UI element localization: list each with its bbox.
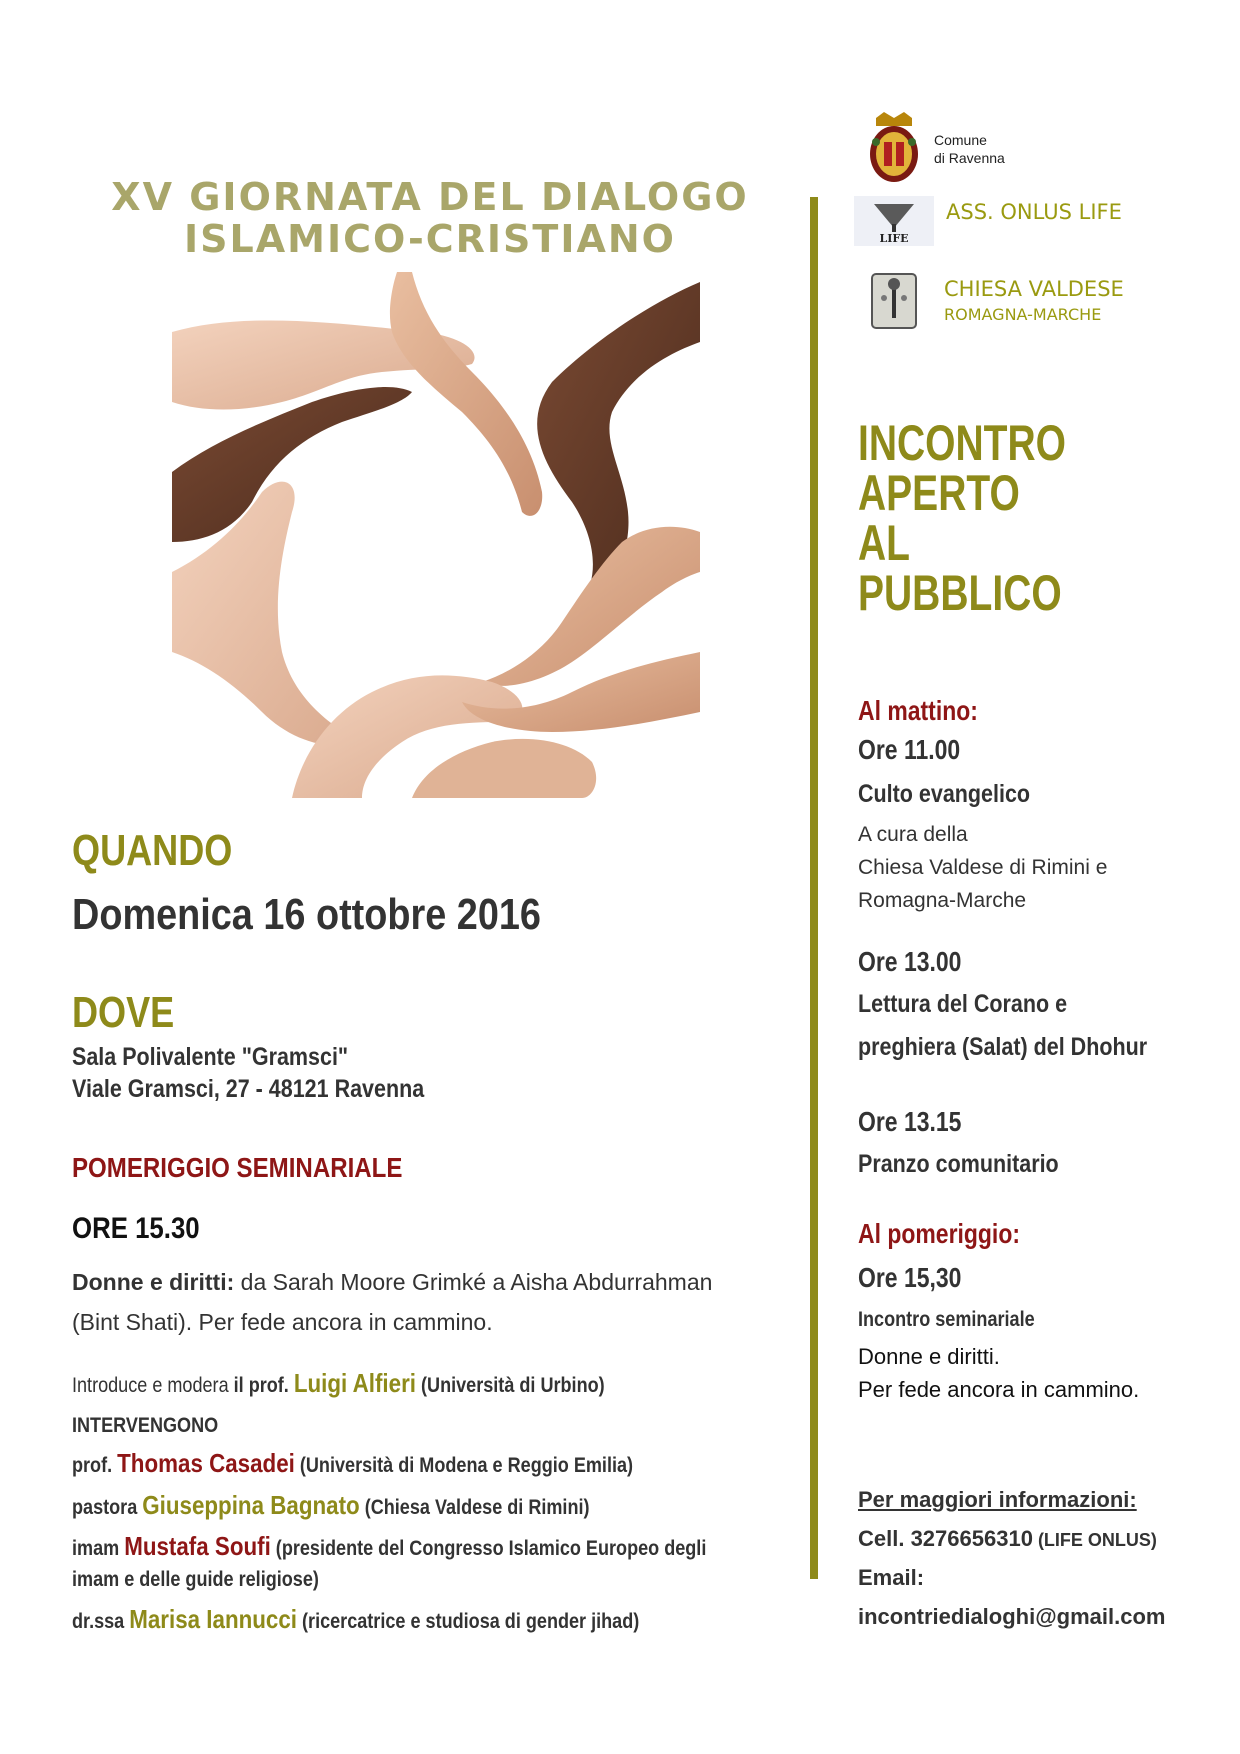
talk-title: [72, 1262, 752, 1342]
heading-line: PUBBLICO: [858, 565, 1062, 621]
chiesa-valdese-name: [944, 276, 1124, 328]
email-address[interactable]: incontriedialoghi@gmail.com: [858, 1604, 1166, 1629]
morning-time-1: Ore 11.00: [858, 734, 961, 765]
note-line: A cura della: [858, 823, 968, 846]
moderator-affiliation: (Università di Urbino): [416, 1374, 605, 1397]
desc-line: Per fede ancora in cammino.: [858, 1377, 1140, 1402]
speaker-affiliation: (Chiesa Valdese di Rimini): [359, 1496, 590, 1519]
desc-line: Donne e diritti.: [858, 1344, 1000, 1369]
venue-name: Sala Polivalente "Gramsci": [72, 1043, 349, 1071]
comune-line1: Comune: [934, 132, 987, 148]
speaker-prefix: pastora: [72, 1496, 143, 1519]
speaker-prefix: imam: [72, 1537, 125, 1560]
speaker-line: [72, 1448, 633, 1479]
life-badge-text: LIFE: [879, 232, 909, 245]
speaker-affiliation: (Università di Modena e Reggio Emilia): [294, 1454, 634, 1477]
afternoon-time: ORE 15.30: [72, 1212, 200, 1245]
speaker-prefix: dr.ssa: [72, 1610, 130, 1633]
moderator-name: Luigi Alfieri: [293, 1368, 416, 1398]
open-to-public-heading: [858, 415, 1066, 621]
morning-event-1-note: [858, 818, 1107, 917]
info-heading: Per maggiori informazioni:: [858, 1487, 1137, 1512]
hands-circle-image: [172, 272, 700, 798]
heading-line: AL: [858, 515, 910, 571]
talk-title-bold: Donne e diritti:: [72, 1269, 235, 1295]
morning-event-1: Culto evangelico: [858, 780, 1031, 808]
speaker-prefix: prof.: [72, 1454, 118, 1477]
life-logo: [854, 196, 934, 246]
moderator-line: [72, 1368, 605, 1399]
speaker-line: [72, 1604, 639, 1635]
morning-event-3: Pranzo comunitario: [858, 1150, 1059, 1178]
life-org-name: ASS. ONLUS LIFE: [946, 200, 1122, 224]
afternoon-description: [858, 1340, 1139, 1406]
talk-title-line2: (Bint Shati). Per fede ancora in cammino.: [72, 1309, 493, 1335]
event-date: Domenica 16 ottobre 2016: [72, 890, 541, 939]
moderator-prefix: Introduce e modera: [72, 1374, 234, 1397]
morning-heading: Al mattino:: [858, 695, 978, 726]
speaker-affiliation: (ricercatrice e studiosa di gender jihad): [297, 1610, 640, 1633]
note-line: Romagna-Marche: [858, 889, 1027, 912]
speaker-name: Mustafa Soufi: [124, 1531, 271, 1561]
afternoon-time-right: Ore 15,30: [858, 1262, 962, 1293]
afternoon-event: Incontro seminariale: [858, 1308, 1035, 1331]
venue-address: Viale Gramsci, 27 - 48121 Ravenna: [72, 1075, 425, 1103]
phone-note: (LIFE ONLUS): [1032, 1530, 1157, 1550]
where-heading: DOVE: [72, 988, 175, 1037]
note-line: Chiesa Valdese di Rimini e: [858, 856, 1108, 879]
talk-title-rest: da Sarah Moore Grimké a Aisha Abdurrahman: [234, 1269, 713, 1295]
event-title-line2: ISLAMICO-CRISTIANO: [184, 217, 676, 261]
afternoon-heading: Al pomeriggio:: [858, 1218, 1020, 1249]
valdese-line2: ROMAGNA-MARCHE: [944, 305, 1102, 324]
speaker-affiliation: (presidente del Congresso Islamico Europeo degli: [270, 1537, 707, 1560]
valdese-line1: CHIESA VALDESE: [944, 277, 1124, 301]
column-divider: [810, 197, 818, 1579]
morning-event-2-line2: preghiera (Salat) del Dhohur: [858, 1033, 1148, 1061]
morning-event-2-line1: Lettura del Corano e: [858, 990, 1068, 1018]
chiesa-valdese-emblem-icon: [870, 272, 918, 330]
speaker-name: Giuseppina Bagnato: [142, 1490, 360, 1520]
speaker-name: Thomas Casadei: [117, 1448, 295, 1478]
morning-time-2: Ore 13.00: [858, 946, 962, 977]
moderator-title: il prof.: [233, 1374, 294, 1397]
comune-line2: di Ravenna: [934, 150, 1005, 166]
heading-line: APERTO: [858, 465, 1020, 521]
morning-time-3: Ore 13.15: [858, 1106, 962, 1137]
phone-number[interactable]: Cell. 3276656310: [858, 1526, 1033, 1551]
comune-ravenna-label: [934, 131, 1005, 167]
afternoon-seminar-heading: POMERIGGIO SEMINARIALE: [72, 1152, 403, 1183]
phone-line: [858, 1526, 1157, 1552]
event-title-line1: XV GIORNATA DEL DIALOGO: [111, 175, 749, 219]
comune-ravenna-crest-icon: [866, 112, 922, 184]
email-label: Email:: [858, 1565, 925, 1590]
event-title: [60, 176, 800, 260]
speaker-affiliation: imam e delle guide religiose): [72, 1568, 319, 1591]
speaker-line: [72, 1490, 590, 1521]
speaker-line: [72, 1531, 706, 1562]
heading-line: INCONTRO: [858, 415, 1066, 471]
speaker-line-continued: [72, 1568, 319, 1592]
speaker-name: Marisa Iannucci: [129, 1604, 298, 1634]
when-heading: QUANDO: [72, 826, 233, 875]
speakers-heading: INTERVENGONO: [72, 1414, 219, 1437]
